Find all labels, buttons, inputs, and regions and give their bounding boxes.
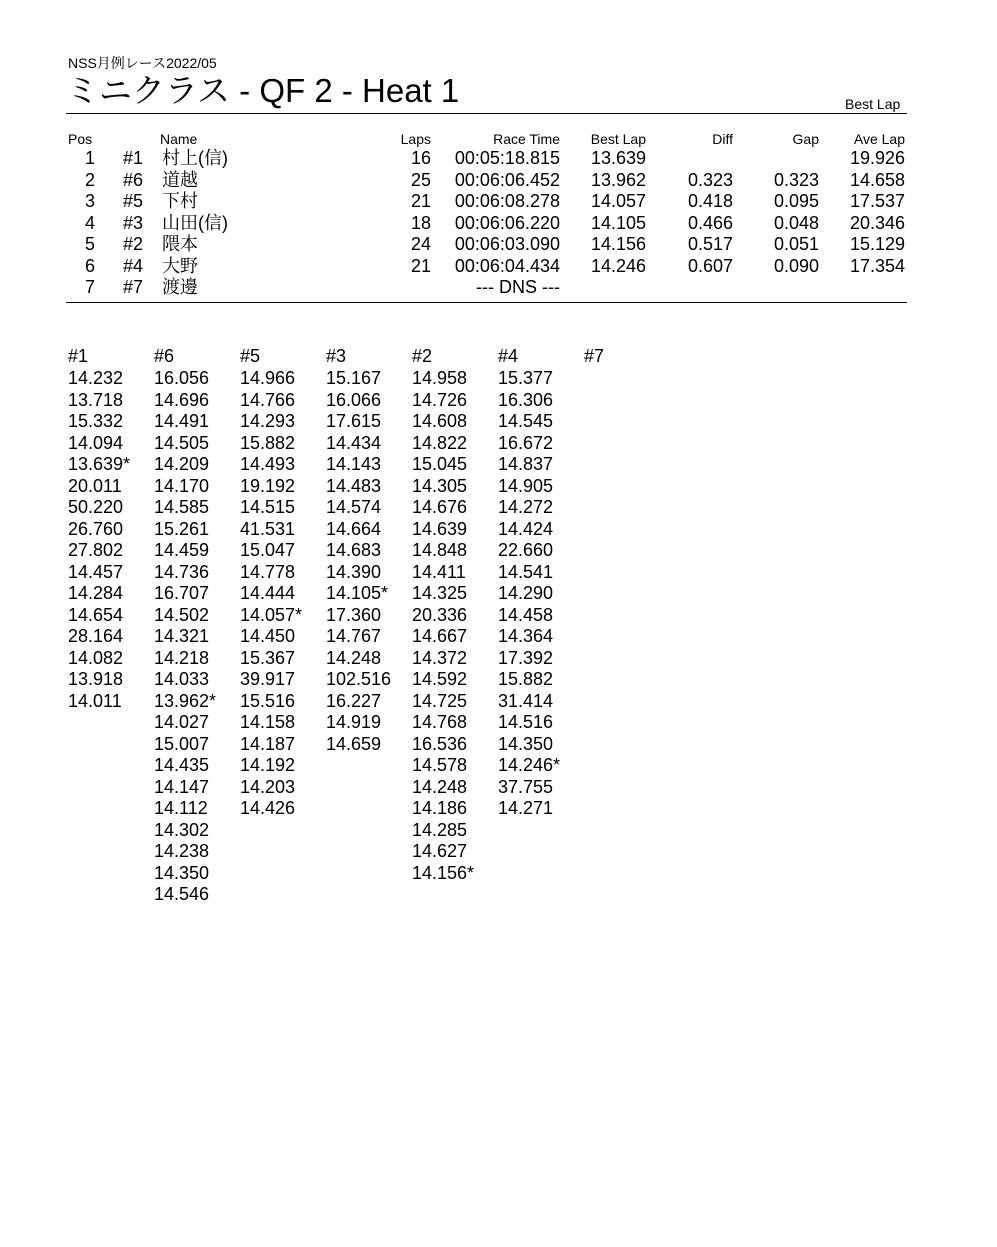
cell-name: 下村 (162, 191, 198, 211)
cell-race-time: 00:05:18.815 (454, 148, 560, 168)
lap-time: 15.332 (68, 411, 124, 431)
lap-time: 17.392 (498, 647, 554, 668)
lap-time: 14.364 (498, 626, 554, 646)
lap-time: 14.459 (154, 540, 210, 560)
lap-time: 14.736 (154, 561, 210, 582)
lap-time: 15.007 (154, 733, 210, 754)
cell-best-lap: 13.962 (590, 169, 646, 190)
lap-time: 16.672 (498, 432, 554, 453)
lap-column (326, 346, 412, 755)
lap-column (154, 346, 240, 906)
lap-time: 14.457 (68, 561, 124, 582)
lap-time: 14.094 (68, 432, 124, 453)
lap-time: 17.360 (326, 604, 382, 625)
lap-time: 14.627 (412, 841, 468, 861)
lap-time: 15.047 (240, 540, 296, 560)
lap-column (584, 346, 670, 368)
cell-ave-lap: 19.926 (849, 148, 905, 168)
cell-diff: 0.607 (687, 255, 733, 276)
lap-time: 14.170 (154, 475, 210, 496)
lap-time: 14.246* (498, 755, 561, 775)
lap-time: 14.516 (498, 712, 554, 732)
cell-ave-lap: 17.354 (849, 255, 905, 276)
lap-time: 14.664 (326, 518, 382, 539)
cell-pos: 2 (84, 169, 95, 190)
lap-time: 14.209 (154, 454, 210, 474)
lap-time: 14.105* (326, 583, 389, 603)
lap-time: 14.608 (412, 411, 468, 431)
lap-time: 39.917 (240, 669, 296, 689)
col-header-gap: Gap (792, 131, 819, 147)
col-header-name: Name (160, 131, 198, 147)
cell-ave-lap: 20.346 (849, 212, 905, 233)
lap-time: 14.725 (412, 690, 468, 711)
lap-time: 17.615 (326, 411, 382, 431)
lap-time: 13.918 (68, 669, 124, 689)
cell-laps: 24 (410, 234, 431, 254)
lap-time: 13.639* (68, 454, 131, 474)
lap-time: 14.302 (154, 819, 210, 840)
lap-time: 15.882 (498, 669, 554, 689)
cell-pos: 5 (84, 234, 95, 254)
lap-time: 14.515 (240, 497, 296, 517)
col-header-race-time: Race Time (493, 131, 560, 147)
lap-column-car-number: #5 (240, 346, 261, 366)
cell-name: 道越 (162, 169, 198, 190)
cell-best-lap: 13.639 (590, 148, 646, 168)
cell-laps: 16 (410, 148, 431, 168)
cell-num: #3 (122, 212, 143, 233)
cell-best-lap: 14.057 (590, 191, 646, 211)
lap-time: 14.778 (240, 561, 296, 582)
lap-time: 14.578 (412, 755, 468, 775)
lap-time: 14.390 (326, 561, 382, 582)
lap-time: 14.248 (412, 776, 468, 797)
lap-time: 16.056 (154, 368, 210, 388)
cell-name: 隈本 (162, 234, 198, 254)
cell-race-time: 00:06:06.452 (454, 169, 560, 190)
cell-race-time: 00:06:08.278 (454, 191, 560, 211)
lap-column (68, 346, 154, 712)
lap-time: 14.683 (326, 540, 382, 560)
lap-column-car-number: #1 (68, 346, 89, 366)
lap-column-car-number: #7 (584, 346, 605, 366)
lap-time: 31.414 (498, 690, 554, 711)
lap-time: 14.919 (326, 712, 382, 732)
lap-time: 27.802 (68, 540, 124, 560)
lap-time: 22.660 (498, 540, 554, 560)
lap-time: 14.491 (154, 411, 210, 431)
lap-time: 16.536 (412, 733, 468, 754)
lap-time: 14.112 (154, 798, 208, 818)
lap-time: 20.011 (68, 475, 122, 496)
cell-ave-lap: 17.537 (849, 191, 905, 211)
lap-time: 14.232 (68, 368, 124, 388)
lap-time: 37.755 (498, 776, 554, 797)
lap-time: 14.696 (154, 389, 210, 410)
lap-time: 14.143 (326, 454, 382, 474)
lap-time: 41.531 (240, 518, 296, 539)
cell-pos: 4 (84, 212, 95, 233)
lap-time: 14.057* (240, 604, 303, 625)
lap-time: 14.321 (154, 626, 210, 646)
lap-time: 16.707 (154, 583, 210, 603)
lap-time: 102.516 (326, 669, 392, 689)
cell-laps: 21 (410, 191, 431, 211)
report-type-label: Best Lap (845, 96, 901, 112)
lap-time: 15.367 (240, 647, 296, 668)
page-title: ミニクラス - QF 2 - Heat 1 (66, 72, 460, 109)
cell-pos: 6 (84, 255, 95, 276)
lap-time: 14.546 (154, 884, 210, 904)
lap-time: 14.458 (498, 604, 554, 625)
lap-time: 14.158 (240, 712, 296, 732)
cell-race-time: 00:06:06.220 (454, 212, 560, 233)
event-name: NSS月例レース2022/05 (68, 55, 217, 71)
cell-name: 渡邊 (162, 277, 198, 297)
cell-name: 山田(信) (162, 212, 228, 233)
lap-column (240, 346, 326, 820)
lap-time: 26.760 (68, 518, 124, 539)
lap-time: 19.192 (240, 475, 296, 496)
cell-laps: 25 (410, 169, 431, 190)
cell-pos: 1 (84, 148, 95, 168)
lap-time: 14.284 (68, 583, 124, 603)
lap-time: 14.837 (498, 454, 554, 474)
lap-time: 14.147 (154, 776, 210, 797)
cell-num: #5 (122, 191, 143, 211)
lap-time: 14.434 (326, 432, 382, 453)
lap-column-car-number: #6 (154, 346, 175, 366)
lap-time: 14.726 (412, 389, 468, 410)
cell-laps: 21 (410, 255, 431, 276)
lap-time: 14.574 (326, 497, 382, 517)
lap-time: 15.377 (498, 368, 554, 388)
lap-time: 14.350 (154, 862, 210, 883)
cell-num: #7 (122, 277, 143, 297)
lap-time: 14.285 (412, 819, 468, 840)
lap-time: 14.585 (154, 497, 210, 517)
cell-name: 大野 (162, 255, 198, 276)
cell-best-lap: 14.156 (590, 234, 646, 254)
lap-time: 15.045 (412, 454, 468, 474)
lap-time: 14.186 (412, 798, 468, 818)
lap-column-car-number: #4 (498, 346, 519, 366)
lap-time: 14.411 (412, 561, 466, 582)
lap-time: 20.336 (412, 604, 468, 625)
lap-time: 16.227 (326, 690, 382, 711)
col-header-pos: Pos (68, 131, 93, 147)
lap-time: 28.164 (68, 626, 124, 646)
lap-time: 14.905 (498, 475, 554, 496)
cell-num: #4 (122, 255, 143, 276)
cell-best-lap: 14.105 (590, 212, 646, 233)
lap-time: 14.667 (412, 626, 468, 646)
lap-time: 50.220 (68, 497, 124, 517)
lap-time: 14.350 (498, 733, 554, 754)
cell-num: #6 (122, 169, 143, 190)
cell-diff: 0.466 (687, 212, 733, 233)
cell-race-time: --- DNS --- (476, 277, 560, 297)
lap-time: 15.882 (240, 432, 296, 453)
lap-time: 14.592 (412, 669, 468, 689)
cell-ave-lap: 14.658 (849, 169, 905, 190)
lap-time: 14.822 (412, 432, 468, 453)
lap-time: 14.493 (240, 454, 296, 474)
lap-time: 14.424 (498, 518, 554, 539)
lap-time: 14.450 (240, 626, 296, 646)
lap-time: 14.082 (68, 647, 124, 668)
cell-diff: 0.517 (687, 234, 733, 254)
cell-best-lap: 14.246 (590, 255, 646, 276)
lap-time: 14.483 (326, 475, 382, 496)
lap-time: 14.203 (240, 776, 296, 797)
lap-time: 14.848 (412, 540, 468, 560)
lap-time: 14.966 (240, 368, 296, 388)
cell-diff: 0.418 (687, 191, 733, 211)
lap-time: 15.167 (326, 368, 382, 388)
cell-pos: 7 (84, 277, 95, 297)
lap-time: 14.505 (154, 432, 210, 453)
lap-time: 14.027 (154, 712, 210, 732)
lap-time: 16.306 (498, 389, 554, 410)
cell-gap: 0.051 (773, 234, 819, 254)
lap-time: 14.325 (412, 583, 468, 603)
lap-time: 14.659 (326, 733, 382, 754)
cell-gap: 0.048 (773, 212, 819, 233)
cell-num: #1 (122, 148, 143, 168)
lap-time: 14.958 (412, 368, 468, 388)
cell-race-time: 00:06:03.090 (454, 234, 560, 254)
lap-time: 14.444 (240, 583, 296, 603)
lap-time: 14.305 (412, 475, 468, 496)
col-header-laps: Laps (400, 131, 431, 147)
lap-time: 14.218 (154, 647, 210, 668)
lap-time: 14.271 (498, 798, 554, 818)
lap-time: 14.541 (498, 561, 554, 582)
col-header-diff: Diff (712, 131, 733, 147)
lap-time: 14.639 (412, 518, 468, 539)
cell-name: 村上(信) (162, 148, 228, 168)
cell-num: #2 (122, 234, 143, 254)
results-divider (66, 302, 907, 303)
header-divider (66, 113, 907, 114)
lap-time: 14.248 (326, 647, 382, 668)
lap-time: 14.192 (240, 755, 296, 775)
lap-time: 14.766 (240, 389, 296, 410)
col-header-ave-lap: Ave Lap (853, 131, 905, 147)
lap-time: 14.502 (154, 604, 210, 625)
cell-diff: 0.323 (687, 169, 733, 190)
lap-time: 14.768 (412, 712, 468, 732)
cell-gap: 0.323 (773, 169, 819, 190)
lap-time: 13.718 (68, 389, 124, 410)
lap-column-car-number: #2 (412, 346, 433, 366)
lap-time: 14.676 (412, 497, 468, 517)
lap-time: 14.011 (68, 690, 122, 711)
lap-time: 15.261 (154, 518, 210, 539)
lap-time: 14.156* (412, 862, 475, 883)
cell-laps: 18 (410, 212, 431, 233)
lap-time: 14.290 (498, 583, 554, 603)
lap-time: 14.435 (154, 755, 210, 775)
lap-time: 14.033 (154, 669, 210, 689)
lap-time: 14.372 (412, 647, 468, 668)
cell-pos: 3 (84, 191, 95, 211)
lap-time: 14.272 (498, 497, 554, 517)
lap-time: 14.187 (240, 733, 296, 754)
lap-time: 14.238 (154, 841, 210, 861)
lap-column-car-number: #3 (326, 346, 347, 366)
lap-time: 14.426 (240, 798, 296, 818)
cell-race-time: 00:06:04.434 (454, 255, 560, 276)
lap-column (498, 346, 584, 820)
cell-gap: 0.090 (773, 255, 819, 276)
lap-time: 14.545 (498, 411, 554, 431)
col-header-best-lap: Best Lap (590, 131, 646, 147)
lap-time: 15.516 (240, 690, 296, 711)
lap-time: 14.654 (68, 604, 124, 625)
lap-time: 14.767 (326, 626, 382, 646)
cell-ave-lap: 15.129 (849, 234, 905, 254)
lap-time: 14.293 (240, 411, 296, 431)
lap-column (412, 346, 498, 884)
cell-gap: 0.095 (773, 191, 819, 211)
lap-time: 13.962* (154, 690, 217, 711)
lap-time: 16.066 (326, 389, 382, 410)
